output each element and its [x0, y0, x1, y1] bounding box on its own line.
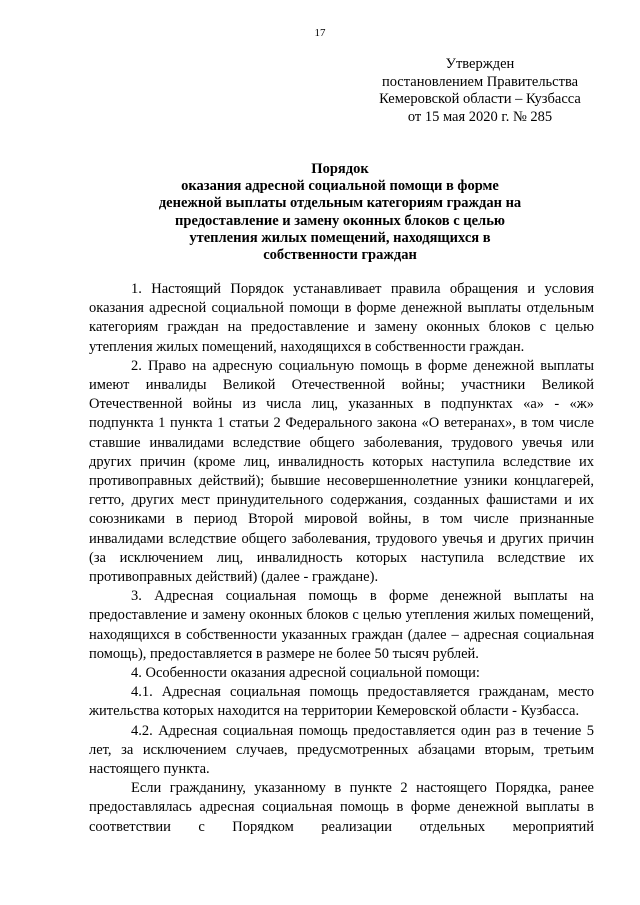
paragraph-1: 1. Настоящий Порядок устанавливает правила обращения и условия оказания адресной социальной помощи в форме денежной выплаты отдельным категориям граждан на предоставление и замену оконных блоков с целью утепления жилых помещений, находящихся в собственности граждан. [89, 281, 594, 355]
title-line: собственности граждан [263, 247, 417, 264]
paragraph-3: 3. Адресная социальная помощь в форме денежной выплаты на предоставление и замену оконных блоков с целью утепления жилых помещений, находящихся в собственности указанных граждан (далее – адресная социальная помощь), предоставляется в размере не более 50 тысяч рублей. [89, 588, 594, 662]
title-line: утепления жилых помещений, находящихся в [189, 229, 491, 246]
paragraph-2: 2. Право на адресную социальную помощь в форме денежной выплаты имеют инвалиды Великой Отечественной войны; участники Великой Отечественной войны из числа лиц, указанных в подпунктах «а» - «ж» подпункта 1 пункта 1 статьи 2 Федерального закона «О ветеранах», в том числе ставшие инвалидами вследствие общего заболевания, трудового увечья или других причин (кроме лиц, инвалидность которых наступила вследствие их противоправных действий); бывшие несовершеннолетние узники концлагерей, гетто, других мест принудительного содержания, созданных фашистами и их союзниками в период Второй мировой войны, в том числе признанные инвалидами вследствие общего заболевания, трудового увечья и других причин (за исключением лиц, инвалидность которых наступила вследствие их противоправных действий) (далее - граждане). [89, 357, 594, 586]
approval-line: постановлением Правительства [381, 73, 579, 90]
approval-line: Утвержден [445, 56, 515, 72]
title-line: оказания адресной социальной помощи в форме [181, 178, 499, 195]
page-number: 17 [314, 27, 326, 39]
paragraph-4: 4. Особенности оказания адресной социальной помощи: [131, 665, 480, 682]
document-title [80, 161, 600, 264]
document-body [89, 280, 594, 837]
approval-block [360, 56, 600, 126]
paragraph-4-2: 4.2. Адресная социальная помощь предоставляется один раз в течение 5 лет, за исключением случаев, предусмотренных абзацами вторым, третьим настоящего пункта. [89, 722, 594, 778]
paragraph-4-1: 4.1. Адресная социальная помощь предоставляется гражданам, место жительства которых находится на территории Кемеровской области - Кузбасса. [89, 684, 594, 720]
approval-line: Кемеровской области – Кузбасса [379, 91, 581, 107]
title-line: денежной выплаты отдельным категориям граждан на [158, 195, 522, 212]
title-line: предоставление и замену оконных блоков с целью [175, 212, 505, 229]
title-line: Порядок [311, 161, 369, 177]
paragraph-4-2-exception: Если гражданину, указанному в пункте 2 настоящего Порядка, ранее предоставлялась адресная социальная помощь в форме денежной выплаты в соответствии с Порядком реализации отдельных мероприятий [89, 780, 594, 835]
approval-line: от 15 мая 2020 г. № 285 [407, 108, 553, 125]
